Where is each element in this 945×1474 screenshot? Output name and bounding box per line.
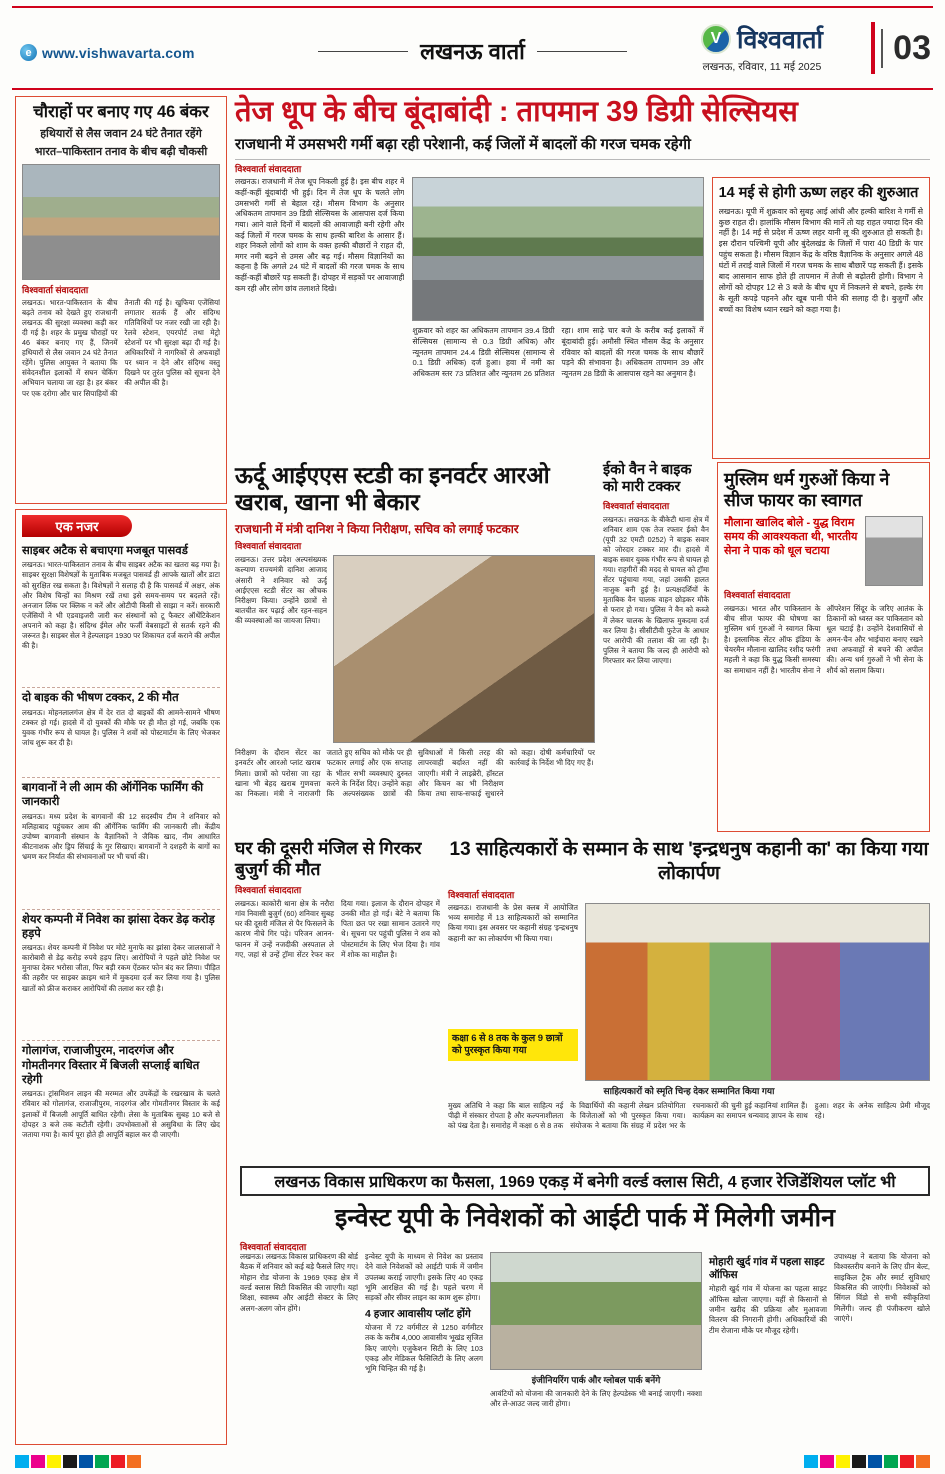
article-body: लखनऊ। लखनऊ के बीकेटी थाना क्षेत्र में शनिवार शाम एक तेज रफ्तार ईको वैन (यूपी 32 एमटी 0252) ने बाइक सवार को जोरदार टक्कर मार दी। हादसे में बाइक सवार युवक गंभीर रूप से घायल हो गया। राहगीरों की मदद से घायल को ट्रॉमा सेंटर पहुंचाया गया, जहां उसकी हालत नाजुक बनी हुई है। प्रत्यक्षदर्शियों के मुताबिक वैन चालक वाहन छोड़कर मौके से फरार हो गया। पुलिस ने वैन को कब्जे में लेकर चालक के खिलाफ मुकदमा दर्ज कर लिया है। सीसीटीवी फुटेज के आधार पर आरोपी की तलाश की जा रही है। पुलिस ने बताया कि जल्द ही आरोपी को गिरफ्तार कर लिया जाएगा। [603, 514, 709, 665]
brief-title: शेयर कम्पनी में निवेश का झांसा देकर डेढ़ करोड़ हड़पे [22, 913, 215, 940]
article-crosshead: मोहारी खुर्द गांव में पहला साइट ऑफिस [709, 1256, 825, 1282]
list-item [22, 1041, 220, 1190]
website-url: www.vishwavarta.com [42, 44, 195, 61]
byline: विश्ववार्ता संवाददाता [240, 1242, 307, 1252]
brief-title: दो बाइक की भीषण टक्कर, 2 की मौत [22, 692, 179, 705]
list-item [22, 688, 220, 777]
brief-body: लखनऊ। मोहनलालगंज क्षेत्र में देर रात दो बाइकों की आमने-सामने भीषण टक्कर हो गई। हादसे में दो युवकों की मौके पर ही मौत हो गई, जबकि एक युवक गंभीर रूप से घायल है। पुलिस ने शवों को पोस्टमार्टम के लिए भेजकर जांच शुरू कर दी है। [22, 707, 220, 747]
article-weather [235, 96, 930, 459]
article-subtitle: हथियारों से लैस जवान 24 घंटे तैनात रहेंगे [40, 127, 202, 140]
header-rule [12, 88, 933, 90]
article-subtitle: भारत–पाकिस्तान तनाव के बीच बढ़ी चौकसी [34, 145, 208, 158]
article-title: चौराहों पर बनाए गए 46 बंकर [33, 103, 209, 121]
brief-title: गोलागंज, राजाजीपुरम, नादरगंज और गोमतीनगर विस्तार में बिजली सप्लाई बाधित रहेगी [22, 1045, 200, 1086]
briefs-section-title: एक नजर [22, 515, 132, 537]
article-invest-up [240, 1252, 930, 1450]
article-subhead: राजधानी में उमसभरी गर्मी बढ़ा रही परेशानी, कई जिलों में बादलों की गरज चमक रहेगी [235, 136, 691, 154]
print-color-bar-left [15, 1455, 141, 1468]
article-body: लखनऊ। उत्तर प्रदेश अल्पसंख्यक कल्याण राज्यमंत्री दानिश आजाद अंसारी ने शनिवार को ऊर्दू आईएएस स्टडी सेंटर का औचक निरीक्षण किया। उन्होंने छात्रों से बातचीत कर पढ़ाई और रहन-सहन की व्यवस्थाओं का जायजा लिया। [235, 555, 327, 626]
banner-headline: लखनऊ विकास प्राधिकरण का फैसला, 1969 एकड़ में बनेगी वर्ल्ड क्लास सिटी, 4 हजार रेजिडेंशियल प्लॉट भी [240, 1166, 930, 1196]
byline: विश्ववार्ता संवाददाता [603, 500, 670, 511]
pull-quote: मौलाना खालिद बोले - युद्ध विराम समय की आवश्यकता थी, भारतीय सेना ने पाक को धूल चटाया [724, 516, 858, 558]
list-item [22, 541, 220, 688]
article-title: 14 मई से होगी ऊष्ण लहर की शुरुआत [718, 185, 919, 202]
byline: विश्ववार्ता संवाददाता [448, 889, 515, 900]
masthead-rule-left [318, 51, 408, 52]
briefs-box [15, 509, 227, 1445]
photo-award-ceremony [585, 903, 930, 1081]
article-heatwave [712, 177, 930, 459]
article-headline: इन्वेस्ट यूपी के निवेशकों को आईटी पार्क में मिलेगी जमीन [335, 1204, 835, 1232]
byline: विश्ववार्ता संवाददाता [22, 284, 89, 295]
article-literature [448, 838, 930, 1160]
brief-body: लखनऊ। भारत-पाकिस्तान तनाव के बीच साइबर अटैक का खतरा बढ़ गया है। साइबर सुरक्षा विशेषज्ञों के मुताबिक मजबूत पासवर्ड ही आपके खातों और डाटा को सुरक्षित रख सकता है। विशेषज्ञों ने सलाह दी है कि पासवर्ड में अक्षर, अंक और विशेष चिन्हों का मिश्रण रखें तथा इसे समय-समय पर बदलते रहें। अनजान लिंक पर क्लिक न करें और ओटीपी किसी से साझा न करें। सरकारी एजेंसियों ने भी एडवाइजरी जारी कर संस्थानों को टू फैक्टर ऑथेंटिकेशन अपनाने को कहा है। संदिग्ध ईमेल और फर्जी वेबसाइटों से सतर्क रहने की जरूरत है। साइबर सेल ने हेल्पलाइन 1930 पर शिकायत दर्ज कराने की अपील की है। [22, 560, 220, 650]
byline: विश्ववार्ता संवाददाता [235, 164, 302, 175]
article-body: लखनऊ। राजधानी में तेज धूप निकली हुई है। इस बीच शहर में कहीं-कहीं बूंदाबांदी भी हुई। दिन में तेज धूप के चलते लोग उमसभरी गर्मी से बेहाल रहे। मौसम विभाग के अनुसार अधिकतम तापमान 39 डिग्री सेल्सियस के आसपास दर्ज किया गया। आने वाले दिनों में बादलों की आवाजाही बनी रहेगी और कई जिलों में गरज चमक के साथ हल्की बारिश के आसार हैं। शहर निकले लोगों को शाम के वक्त हल्की बौछारों ने राहत दी, मगर नमी बढ़ने से उमस और बढ़ गई। मौसम विज्ञानियों का कहना है कि अगले 24 घंटे में बादलों की गरज चमक के साथ कहीं-कहीं बौछारें पड़ सकती हैं। दोपहर में सड़कों पर आवाजाही कम रही और लोग छांव तलाशते दिखे। [235, 177, 405, 293]
article-body: लखनऊ। लखनऊ विकास प्राधिकरण की बोर्ड बैठक में शनिवार को कई बड़े फैसले लिए गए। मोहान रोड योजना के 1969 एकड़ क्षेत्र में वर्ल्ड क्लास सिटी विकसित की जाएगी। यहां शिक्षा, स्वास्थ्य और आईटी सेक्टर के लिए अलग-अलग जोन होंगे। [240, 1252, 358, 1313]
dateline: लखनऊ, रविवार, 11 मई 2025 [702, 61, 822, 73]
article-body: लखनऊ। यूपी में शुक्रवार को सुबह आई आंधी और हल्की बारिश ने गर्मी से कुछ राहत दी। हालांकि मौसम विभाग की मानें तो यह राहत ज्यादा दिन की नहीं है। 14 मई से प्रदेश में ऊष्ण लहर यानी लू की शुरुआत हो सकती है। इस दौरान पश्चिमी यूपी और बुंदेलखंड के जिलों में पारा 40 डिग्री के पार पहुंच सकता है। मौसम विज्ञान केंद्र के वरिष्ठ वैज्ञानिक के अनुसार अगले 48 घंटों में तराई वाले जिलों में गरज चमक के साथ बौछारें पड़ सकती हैं। इसके बाद आसमान साफ होते ही तापमान में तेजी से बढ़ोतरी होगी। विभाग ने लोगों को दोपहर 12 से 3 बजे के बीच धूप में निकलने से बचने, हल्के रंग के सूती कपड़े पहनने और खूब पानी पीने की सलाह दी है। बुजुर्गों और बच्चों का विशेष ध्यान रखने को कहा गया है। [718, 206, 923, 314]
article-body: मुख्य अतिथि ने कहा कि बाल साहित्य नई पीढ़ी में संस्कार रोपता है और कल्पनाशीलता को पंख देता है। समारोह में कक्षा 6 से 8 तक के विद्यार्थियों की कहानी लेखन प्रतियोगिता के विजेताओं को भी पुरस्कृत किया गया। संयोजक ने बताया कि संग्रह में प्रदेश भर के रचनाकारों की चुनी हुई कहानियां शामिल हैं। कार्यक्रम का समापन धन्यवाद ज्ञापन के साथ हुआ। शहर के अनेक साहित्य प्रेमी मौजूद रहे। [448, 1100, 930, 1130]
article-column [365, 1252, 483, 1450]
article-body: लखनऊ। भारत-पाकिस्तान के बीच बढ़ते तनाव को देखते हुए राजधानी लखनऊ की सुरक्षा व्यवस्था कड़ी कर दी गई है। शहर के प्रमुख चौराहों पर 46 बंकर बनाए गए हैं, जिनमें हथियारों से लैस जवान 24 घंटे तैनात रहेंगे। पुलिस आयुक्त ने बताया कि संवेदनशील इलाकों में सघन चेकिंग अभियान चलाया जा रहा है। हर बंकर पर एक दरोगा और चार सिपाहियों की तैनाती की गई है। खुफिया एजेंसियां लगातार सतर्क हैं और संदिग्ध गतिविधियों पर नजर रखी जा रही है। रेलवे स्टेशन, एयरपोर्ट तथा मेट्रो स्टेशनों पर भी सुरक्षा बढ़ा दी गई है। अधिकारियों ने नागरिकों से अफवाहों पर ध्यान न देने और संदिग्ध वस्तु दिखने पर तुरंत पुलिस को सूचना देने की अपील की है। [22, 297, 220, 398]
article-crosshead: 4 हजार आवासीय प्लॉट होंगे [365, 1307, 471, 1320]
article-headline: घर की दूसरी मंजिल से गिरकर बुजुर्ग की मौत [235, 838, 422, 880]
list-item [22, 778, 220, 910]
page-header [12, 10, 933, 86]
article-bunkers [15, 96, 227, 504]
article-urdu-ias [235, 462, 595, 832]
brief-body: लखनऊ। ट्रांसमिशन लाइन की मरम्मत और उपकेंद्रों के रखरखाव के चलते रविवार को गोलागंज, राजाजीपुरम, नादरगंज और गोमतीनगर विस्तार के कई इलाकों में बिजली आपूर्ति बाधित रहेगी। लेसा के मुताबिक सुबह 10 बजे से दोपहर 3 बजे तक कटौती रहेगी। उपभोक्ताओं से असुविधा के लिए खेद जताया गया है। कार्य पूरा होते ही आपूर्ति बहाल कर दी जाएगी। [22, 1089, 220, 1139]
page-number: 03 [881, 29, 931, 68]
lower-band [235, 838, 930, 1160]
byline: विश्ववार्ता संवाददाता [235, 541, 302, 552]
article-headline: मुस्लिम धर्म गुरुओं किया ने सीज फायर का स्वागत [724, 469, 890, 511]
photo-caption: इंजीनियरिंग पार्क और ग्लोबल पार्क बनेंगे [531, 1375, 661, 1385]
article-column [448, 903, 578, 1081]
article-body: शुक्रवार को शहर का अधिकतम तापमान 39.4 डिग्री सेल्सियस (सामान्य से 0.3 डिग्री अधिक) और न्यूनतम तापमान 24.4 डिग्री सेल्सियस (सामान्य से 0.1 डिग्री अधिक) दर्ज हुआ। हवा में नमी का अधिकतम स्तर 73 प्रतिशत और न्यूनतम 26 प्रतिशत रहा। शाम साढ़े चार बजे के करीब कई इलाकों में बूंदाबांदी हुई। अमौसी स्थित मौसम केंद्र के अनुसार रविवार को बादलों की गरज चमक के साथ बौछारें पड़ने की संभावना है। अधिकतम तापमान 39 और न्यूनतम 28 डिग्री के आसपास रहने का अनुमान है। [412, 326, 704, 378]
article-body: लखनऊ। काकोरी थाना क्षेत्र के नरौरा गांव निवासी बुजुर्ग (60) शनिवार सुबह घर की दूसरी मंजिल से पैर फिसलने के कारण नीचे गिर पड़े। परिजन आनन-फानन में उन्हें नजदीकी अस्पताल ले गए, जहां से उन्हें ट्रॉमा सेंटर रेफर कर दिया गया। इलाज के दौरान दोपहर में उनकी मौत हो गई। बेटे ने बताया कि पिता छत पर रखा सामान उतारने गए थे। सूचना पर पहुंची पुलिस ने शव को पोस्टमार्टम के लिए भेज दिया है। गांव में शोक का माहौल है। [235, 898, 440, 959]
brand-logo-icon: V [701, 24, 731, 54]
byline: विश्ववार्ता संवाददाता [724, 589, 791, 600]
photo-city-street [412, 177, 703, 321]
article-column [240, 1252, 358, 1450]
article-subhead: राजधानी में मंत्री दानिश ने किया निरीक्षण, सचिव को लगाई फटकार [235, 522, 519, 537]
photo-caption: साहित्यकारों को स्मृति चिन्ह देकर सम्मानित किया गया [603, 1085, 775, 1096]
article-column [412, 177, 703, 459]
article-body: आवंटियों को योजना की जानकारी देने के लिए हेल्पडेस्क भी बनाई जाएगी। नक्शा और ले-आउट जल्द जारी होगा। [490, 1389, 702, 1409]
article-body: लखनऊ। राजधानी के प्रेस क्लब में आयोजित भव्य समारोह में 13 साहित्यकारों को सम्मानित किया गया। इस अवसर पर कहानी संग्रह 'इन्द्रधनुष कहानी का' का लोकार्पण भी किया गया। [448, 902, 578, 943]
brief-title: साइबर अटैक से बचाएगा मजबूत पासवर्ड [22, 545, 188, 557]
article-body: मोहारी खुर्द गांव में योजना का पहला साइट ऑफिस खोला जाएगा। यहीं से किसानों से जमीन खरीद की प्रक्रिया और मुआवजा वितरण की निगरानी होगी। अधिकारियों की टीम रोजाना मौके पर मौजूद रहेगी। [709, 1284, 827, 1335]
section-title: लखनऊ वार्ता [420, 39, 525, 64]
article-headline: 13 साहित्यकारों के सम्मान के साथ 'इन्द्रधनुष कहानी का' का किया गया लोकार्पण [449, 839, 929, 884]
article-headline: तेज धूप के बीच बूंदाबांदी : तापमान 39 डिग्री सेल्सियस [235, 96, 798, 128]
brand-block [701, 22, 823, 74]
article-headline: ऊर्दू आईएएस स्टडी का इनवर्टर आरओ खराब, खाना भी बेकार [235, 462, 550, 516]
globe-icon: e [20, 44, 37, 61]
top-rule [12, 6, 933, 8]
photo-minister-inspection [333, 555, 595, 743]
brief-title: बागवानों ने ली आम की ऑर्गेनिक फार्मिंग की जानकारी [22, 781, 204, 809]
article-body: उपाध्यक्ष ने बताया कि योजना को विश्वस्तरीय बनाने के लिए ग्रीन बेल्ट, साइकिल ट्रैक और स्मार्ट सुविधाएं विकसित की जाएंगी। निवेशकों को सिंगल विंडो से सभी स्वीकृतियां मिलेंगी। जल्द ही पंजीकरण खोले जाएंगे। [834, 1252, 930, 1324]
photo-bunker-street [22, 164, 220, 280]
brief-body: लखनऊ। शेयर कम्पनी में निवेश पर मोटे मुनाफे का झांसा देकर जालसाजों ने कारोबारी से डेढ़ करोड़ रुपये हड़प लिए। आरोपियों ने पहले छोटे निवेश पर मुनाफा देकर भरोसा जीता, फिर बड़ी रकम ऐंठकर फोन बंद कर लिया। पीड़ित की तहरीर पर साइबर क्राइम थाने में मुकदमा दर्ज कर लिया गया है। पुलिस खातों को फ्रीज कराकर आरोपियों की तलाश कर रही है। [22, 943, 220, 993]
brand-name: विश्ववार्ता [736, 26, 823, 54]
article-column [490, 1252, 702, 1450]
article-headline: ईको वैन ने बाइक को मारी टक्कर [603, 462, 692, 496]
article-column [235, 177, 404, 459]
list-item [22, 910, 220, 1042]
article-body: लखनऊ। भारत और पाकिस्तान के बीच सीज फायर की घोषणा का मुस्लिम धर्म गुरुओं ने स्वागत किया है। इस्लामिक सेंटर ऑफ इंडिया के चेयरमैन मौलाना खालिद रशीद फरंगी महली ने कहा कि युद्ध किसी समस्या का समाधान नहीं है। भारतीय सेना ने ऑपरेशन सिंदूर के जरिए आतंक के ठिकानों को ध्वस्त कर पाकिस्तान को धूल चटाई है। उन्होंने देशवासियों से अमन-चैन और भाईचारा बनाए रखने तथा अफवाहों से बचने की अपील की। अन्य धर्म गुरुओं ने भी सेना के शौर्य को सलाम किया। [724, 603, 923, 675]
brief-body: लखनऊ। मध्य प्रदेश के बागवानों की 12 सदस्यीय टीम ने शनिवार को मलिहाबाद पहुंचकर आम की ऑर्गेनिक फार्मिंग की जानकारी ली। केंद्रीय उपोष्ण बागवानी संस्थान के वैज्ञानिकों ने जैविक खाद, नीम आधारित कीटनाशक और ड्रिप सिंचाई के गुर सिखाए। बागवानों ने दशहरी के बागों का भ्रमण कर निर्यात की संभावनाओं पर भी चर्चा की। [22, 811, 220, 861]
photo-site-visit [490, 1252, 702, 1370]
highlight-caption: कक्षा 6 से 8 तक के कुल 9 छात्रों को पुरस्कृत किया गया [448, 1029, 578, 1062]
photo-maulana [865, 516, 923, 586]
article-body: योजना में 72 वर्गमीटर से 1250 वर्गमीटर तक के करीब 4,000 आवासीय भूखंड सृजित किए जाएंगे। एजुकेशन सिटी के लिए 103 एकड़ और मेडिकल फैसिलिटी के लिए अलग भूमि चिन्हित की गई है। [365, 1322, 483, 1374]
article-column [834, 1252, 930, 1450]
print-color-bar-right [804, 1455, 930, 1468]
divider [235, 159, 930, 160]
page-number-accent [871, 22, 875, 74]
middle-band [235, 462, 930, 832]
article-elderly-death [235, 838, 440, 1160]
article-column [709, 1252, 827, 1450]
byline: विश्ववार्ता संवाददाता [235, 884, 302, 895]
article-body: इन्वेस्ट यूपी के माध्यम से निवेश का प्रस्ताव देने वाले निवेशकों को आईटी पार्क में जमीन उपलब्ध कराई जाएगी। इसके लिए 40 एकड़ भूमि आरक्षित की गई है। पहले चरण में सड़कों और सीवर लाइन का काम शुरू होगा। [365, 1252, 483, 1303]
article-body: निरीक्षण के दौरान सेंटर का इनवर्टर और आरओ प्लांट खराब मिला। छात्रों को परोसा जा रहा खाना भी बेहद खराब गुणवत्ता का निकला। मंत्री ने नाराजगी जताते हुए सचिव को मौके पर ही फटकार लगाई और एक सप्ताह के भीतर सभी व्यवस्थाएं दुरुस्त करने के निर्देश दिए। उन्होंने कहा कि अल्पसंख्यक छात्रों की सुविधाओं में किसी तरह की लापरवाही बर्दाश्त नहीं की जाएगी। मंत्री ने लाइब्रेरी, हॉस्टल और किचन का भी निरीक्षण किया तथा साफ-सफाई सुधारने को कहा। दोषी कर्मचारियों पर कार्रवाई के निर्देश भी दिए गए हैं। [235, 748, 595, 799]
page-number-block [871, 18, 931, 78]
article-eco-van [603, 462, 709, 832]
masthead-rule-right [537, 51, 627, 52]
article-ceasefire [717, 462, 930, 832]
